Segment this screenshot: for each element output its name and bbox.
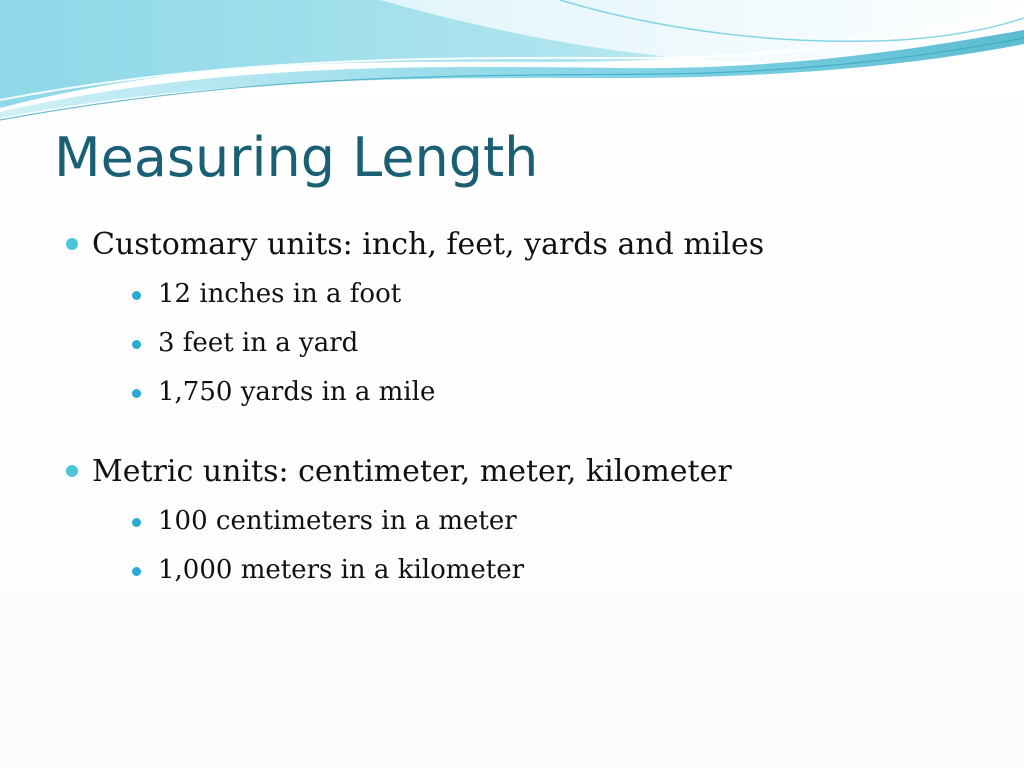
- sub-bullet-dot-icon: [132, 567, 141, 576]
- sub-bullet-text: 3 feet in a yard: [158, 328, 359, 358]
- sub-bullet-text: 1,000 meters in a kilometer: [158, 555, 525, 585]
- bullet-text: Metric units: centimeter, meter, kilometer: [92, 454, 732, 489]
- sub-bullet-item: [132, 497, 986, 546]
- sub-bullet-dot-icon: [132, 340, 141, 349]
- sub-bullet-dot-icon: [132, 389, 141, 398]
- sub-bullet-text: 100 centimeters in a meter: [158, 506, 517, 536]
- bullet-metric-units: [66, 449, 986, 595]
- sub-bullet-dot-icon: [132, 291, 141, 300]
- bullet-text: Customary units: inch, feet, yards and miles: [92, 227, 765, 262]
- sub-bullet-item: [132, 319, 986, 368]
- bullet-list: [66, 222, 986, 595]
- wave-header-decoration: [0, 0, 1024, 130]
- sub-bullet-item: [132, 270, 986, 319]
- sub-bullet-item: [132, 368, 986, 417]
- sub-bullet-item: [132, 546, 986, 595]
- sub-bullet-list: [92, 497, 986, 595]
- sub-bullet-dot-icon: [132, 518, 141, 527]
- sub-bullet-list: [92, 270, 986, 417]
- sub-bullet-text: 1,750 yards in a mile: [158, 377, 436, 407]
- bullet-dot-icon: [66, 238, 78, 250]
- bullet-dot-icon: [66, 465, 78, 477]
- bullet-customary-units: [66, 222, 986, 417]
- slide-title: Measuring Length: [54, 126, 539, 189]
- sub-bullet-text: 12 inches in a foot: [158, 279, 402, 309]
